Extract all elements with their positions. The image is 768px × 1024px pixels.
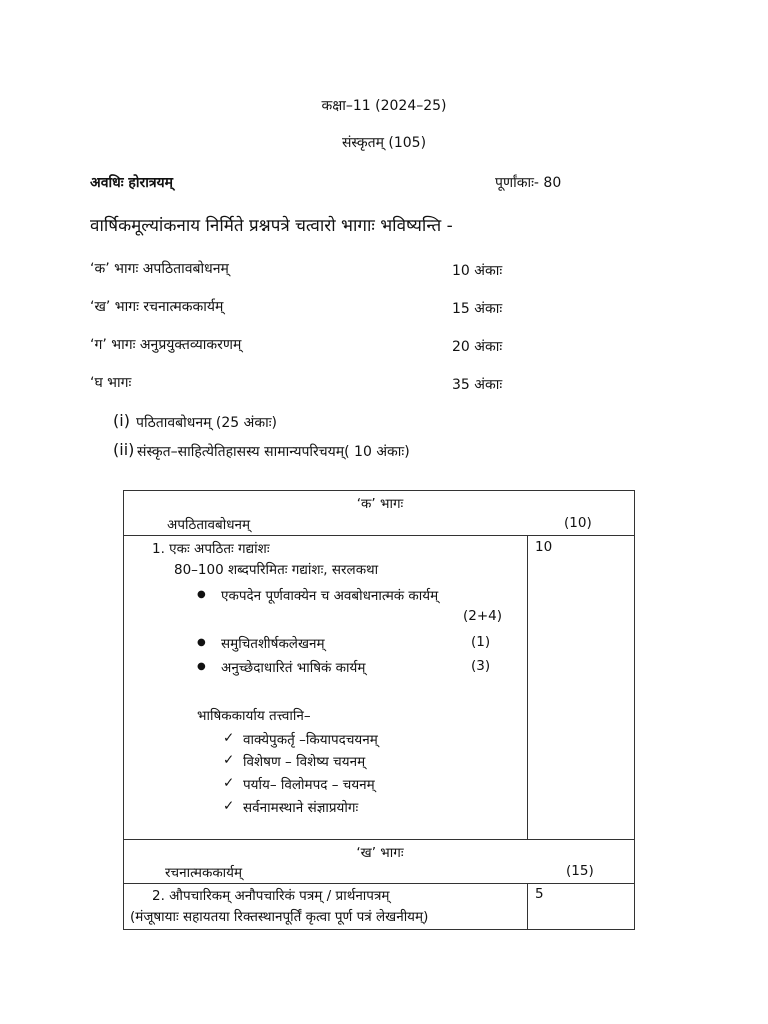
duration: अवधिः होरात्रयम् [90, 175, 174, 191]
part-label-b: ‘ख’ भागः रचनात्मककार्यम् [90, 299, 224, 315]
section-a-marks: (10) [564, 515, 592, 531]
section-a-heading: ‘क’ भागः [356, 496, 404, 512]
section-a-title: अपठितावबोधनम् [167, 517, 251, 533]
check-item: ✓ पर्याय– विलोमपद – चयनम् [243, 775, 375, 793]
subpart-text-ii: संस्कृत–साहित्येतिहासस्य सामान्यपरिचयम्( 10 अंकाः) [137, 444, 410, 460]
subject-title: संस्कृतम् (105) [341, 135, 427, 151]
check-item: ✓ सर्वनामस्थाने संज्ञाप्रयोगः [243, 798, 358, 816]
section-b-title: रचनात्मककार्यम् [165, 865, 243, 881]
table-row [124, 491, 635, 536]
check-item: ✓ वाक्येपुकर्तृ –कियापदचयनम् [243, 730, 378, 748]
syllabus-table [123, 490, 635, 930]
part-marks-d: 35 अंकाः [452, 377, 503, 393]
part-label-c: ‘ग’ भागः अनुप्रयुक्तव्याकरणम् [90, 337, 242, 353]
intro-line: वार्षिकमूल्यांकनाय निर्मिते प्रश्नपत्रे चत्वारो भागाः भविष्यन्ति - [90, 216, 453, 236]
table-row [124, 536, 635, 840]
subpart-num-ii: (ii) [113, 440, 135, 459]
part-marks-a: 10 अंकाः [452, 263, 503, 279]
bullet-marks: (2+4) [463, 608, 503, 624]
part-marks-b: 15 अंकाः [452, 301, 503, 317]
table-row [124, 884, 635, 930]
check-item: ✓ विशेषण – विशेष्य चयनम् [243, 752, 365, 770]
bullet-marks: (1) [471, 634, 491, 650]
subpart-num-i: (i) [113, 411, 130, 430]
q2-marks: 5 [535, 886, 544, 902]
section-b-marks: (15) [566, 863, 594, 879]
section-b-heading: ‘ख’ भागः [356, 845, 404, 861]
full-marks: पूर्णांकाः- 80 [495, 175, 562, 191]
q1-title: 1. एकः अपठितः गद्यांशः [152, 541, 270, 557]
bullet-item: ● समुचितशीर्षकलेखनम् [221, 634, 325, 652]
elements-title: भाषिककार्याय तत्त्वानि– [197, 708, 311, 724]
subpart-text-i: पठितावबोधनम् (25 अंकाः) [136, 415, 278, 431]
q2-line2: (मंजूषायाः सहायतया रिक्तस्थानपूर्तिं कृत्वा पूर्ण पत्रं लेखनीयम्) [130, 909, 429, 925]
part-label-d: ‘घ भागः [90, 375, 132, 391]
part-marks-c: 20 अंकाः [452, 339, 503, 355]
class-line: कक्षा–11 (2024–25) [321, 98, 447, 114]
bullet-item: ● अनुच्छेदाधारितं भाषिकं कार्यम् [221, 658, 365, 676]
bullet-item: ● एकपदेन पूर्णवाक्येन च अवबोधनात्मकं कार्यम् [221, 586, 438, 604]
bullet-marks: (3) [471, 658, 491, 674]
q1-marks: 10 [535, 539, 553, 555]
part-label-a: ‘क’ भागः अपठितावबोधनम् [90, 261, 229, 277]
q2-line1: 2. औपचारिकम् अनौपचारिकं पत्रम् / प्रार्थनापत्रम् [152, 888, 390, 904]
q1-subtitle: 80–100 शब्दपरिमितः गद्यांशः, सरलकथा [174, 562, 379, 578]
table-row [124, 840, 635, 884]
